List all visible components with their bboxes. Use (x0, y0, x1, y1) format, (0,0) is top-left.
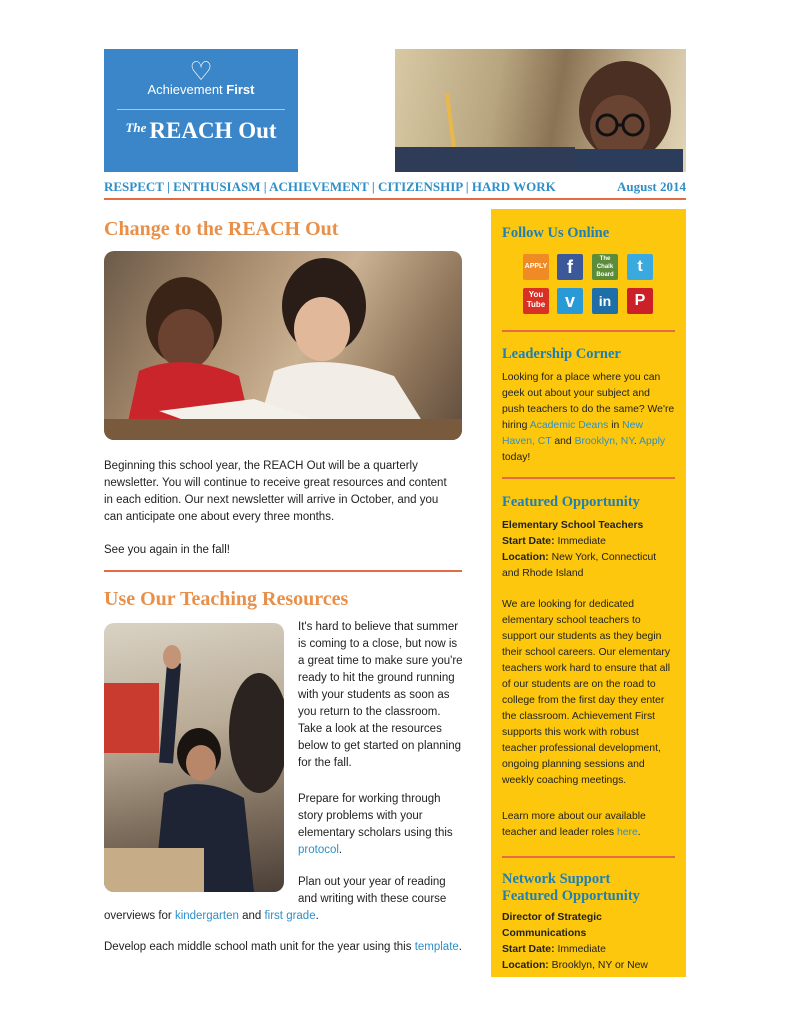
linkedin-icon[interactable]: in (592, 288, 618, 314)
youtube-icon[interactable]: You Tube (523, 288, 549, 314)
new-haven-link[interactable]: New Haven, CT (502, 420, 643, 447)
twitter-icon[interactable]: t (627, 254, 653, 280)
facebook-icon[interactable]: f (557, 254, 583, 280)
apply-link[interactable]: Apply (639, 436, 666, 447)
issue-date: August 2014 (617, 179, 686, 194)
network-role: Director of Strategic Communications (502, 912, 602, 939)
academic-deans-link[interactable]: Academic Deans (529, 420, 609, 431)
section1-paragraph: Beginning this school year, the REACH Out will be a quarterly newsletter. You will continue to receive great resources and content in each edition. Our next newsletter will arrive in October, and you can anticipate one about every three months. (104, 460, 447, 523)
featured-description: We are looking for dedicated elementary school teachers to support our students as they begin their school careers. Our elementary teachers work hard to ensure that all of our students are on the road to college from the first day they enter the classroom. Achievement First supports this work with robust teacher professional development, ongoing planning sessions and weekly coaching meetings. (502, 599, 671, 786)
protocol-link[interactable]: protocol (298, 844, 339, 856)
learn-more-text: Learn more about our available teacher and leader roles here. (502, 811, 646, 838)
newsletter-logo (104, 49, 298, 172)
section1-closing: See you again in the fall! (104, 544, 230, 556)
network-support-title-line1: Network Support (502, 871, 611, 887)
section-title-change: Change to the REACH Out (104, 218, 339, 240)
featured-role: Elementary School Teachers (502, 520, 644, 531)
sidebar-divider (502, 856, 675, 858)
section2-paragraph1: It's hard to believe that summer is coming to a close, but now is a great time to make sure you're ready to hit the ground running with your students as soon as you return to the classroom. Take a look at the resources below to get started on planning for the fall. (298, 621, 463, 769)
featured-location: Location: New York, Connecticut and Rhode Island (502, 552, 657, 579)
sidebar (491, 209, 686, 977)
organization-name: Achievement First (147, 82, 255, 97)
featured-opportunity-title: Featured Opportunity (502, 494, 640, 510)
kindergarten-link[interactable]: kindergarten (174, 910, 239, 922)
section2-paragraph4: Develop each middle school math unit for the year using this template. (104, 941, 462, 953)
follow-us-title: Follow Us Online (502, 225, 610, 241)
first-grade-link[interactable]: first grade (264, 910, 316, 922)
core-values: RESPECT | ENTHUSIASM | ACHIEVEMENT | CITIZENSHIP | HARD WORK (104, 179, 556, 194)
chalkboard-icon[interactable]: The Chalk Board (592, 254, 618, 280)
network-support-title-line2: Featured Opportunity (502, 888, 640, 904)
teacher-reading-photo (104, 251, 462, 440)
section2-paragraph3-end: overviews for kindergarten and first grade. (104, 910, 319, 922)
brooklyn-link[interactable]: Brooklyn, NY (574, 436, 634, 447)
header-photo-student-writing (395, 49, 686, 172)
leadership-corner-title: Leadership Corner (502, 346, 621, 362)
section2-paragraph3-start: Plan out your year of reading and writing with these course (298, 876, 447, 905)
sidebar-divider (502, 477, 675, 479)
section-title-resources: Use Our Teaching Resources (104, 588, 349, 610)
values-bar (104, 178, 686, 200)
apply-icon[interactable]: APPLY (523, 254, 549, 280)
featured-start-date: Start Date: Immediate (502, 536, 606, 547)
section-divider (104, 570, 462, 572)
network-location: Location: Brooklyn, NY or New (502, 960, 648, 971)
roles-here-link[interactable]: here (616, 827, 638, 838)
sidebar-divider (502, 330, 675, 332)
pinterest-icon[interactable]: P (627, 288, 653, 314)
logo-divider (117, 109, 285, 110)
heart-check-icon: ♡ (189, 56, 213, 86)
newsletter-title: $^{The}$ REACH Out (125, 118, 277, 143)
student-raising-hand-photo (104, 623, 284, 892)
section2-paragraph2: Prepare for working through story problems with your elementary scholars using this protocol. (298, 793, 453, 856)
template-link[interactable]: template (414, 941, 459, 953)
network-start-date: Start Date: Immediate (502, 944, 606, 955)
vimeo-icon[interactable]: v (557, 288, 583, 314)
leadership-corner-text: Looking for a place where you can geek out about your subject and push teachers to do the same? We're hiring Academic Deans in New Haven, CT and Brooklyn, NY. Apply today! (502, 372, 675, 463)
